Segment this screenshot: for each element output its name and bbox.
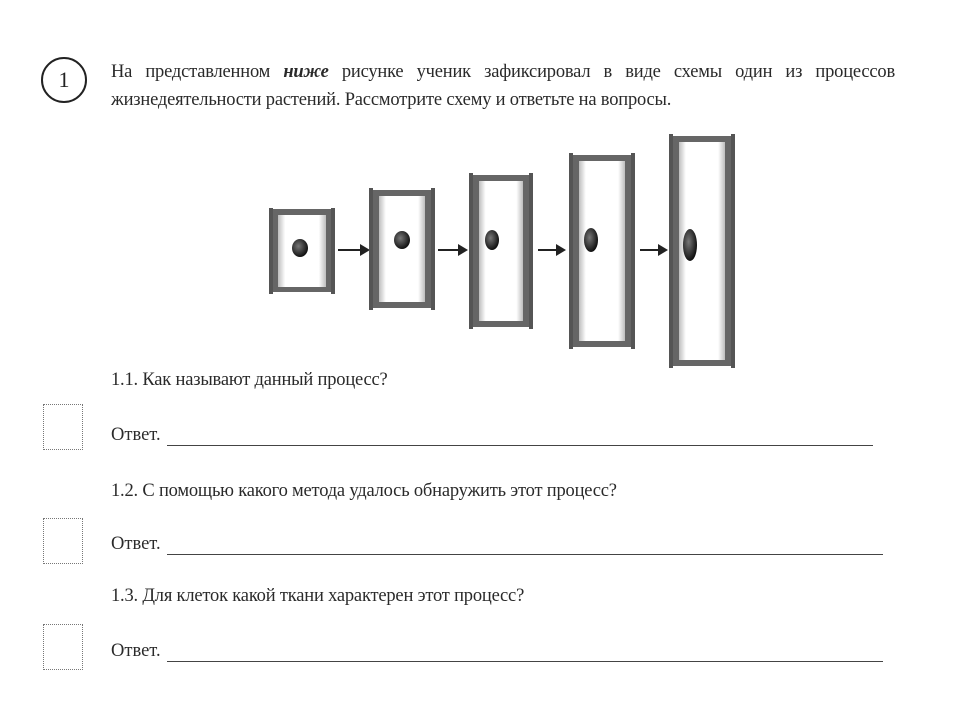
cell-2 (369, 188, 435, 310)
cell-5 (669, 134, 735, 368)
answer-label-2: Ответ. (111, 534, 161, 554)
nucleus-4 (584, 228, 598, 252)
cell-growth-diagram (260, 130, 740, 370)
nucleus-1 (292, 239, 308, 257)
nucleus-3 (485, 230, 499, 250)
answer-label-1: Ответ. (111, 425, 161, 445)
intro-text-c: рисунке ученик зафиксировал в виде схемы один из процессов (328, 61, 895, 83)
answer-line-2[interactable] (167, 536, 883, 555)
intro-emphasis: ниже (283, 61, 329, 83)
task-number (41, 57, 87, 103)
score-box-1[interactable] (43, 404, 83, 450)
score-box-3[interactable] (43, 624, 83, 670)
answer-line-3[interactable] (167, 643, 883, 662)
arrow-icon (438, 244, 468, 256)
answer-label-3: Ответ. (111, 641, 161, 661)
nucleus-2 (394, 231, 410, 249)
cell-3 (469, 173, 533, 329)
arrow-icon (338, 244, 370, 256)
arrow-icon (640, 244, 668, 256)
cell-1 (269, 208, 335, 294)
nucleus-5 (683, 229, 697, 261)
arrow-icon (538, 244, 566, 256)
answer-row-1 (111, 425, 873, 446)
answer-row-3 (111, 641, 883, 662)
task-number-text: 1 (58, 67, 70, 92)
question-1-1: 1.1. Как называют данный процесс? (111, 370, 388, 390)
intro-text-a: На представленном (111, 61, 284, 83)
score-box-2[interactable] (43, 518, 83, 564)
intro-line-1 (111, 58, 895, 86)
question-1-3: 1.3. Для клеток какой ткани характерен этот процесс? (111, 586, 525, 606)
answer-row-2 (111, 534, 883, 555)
cell-4 (569, 153, 635, 349)
answer-line-1[interactable] (167, 427, 873, 446)
intro-line-2: жизнедеятельности растений. Рассмотрите схему и ответьте на вопросы. (111, 89, 672, 111)
question-1-2: 1.2. С помощью какого метода удалось обнаружить этот процесс? (111, 481, 617, 501)
task-intro (111, 58, 895, 115)
